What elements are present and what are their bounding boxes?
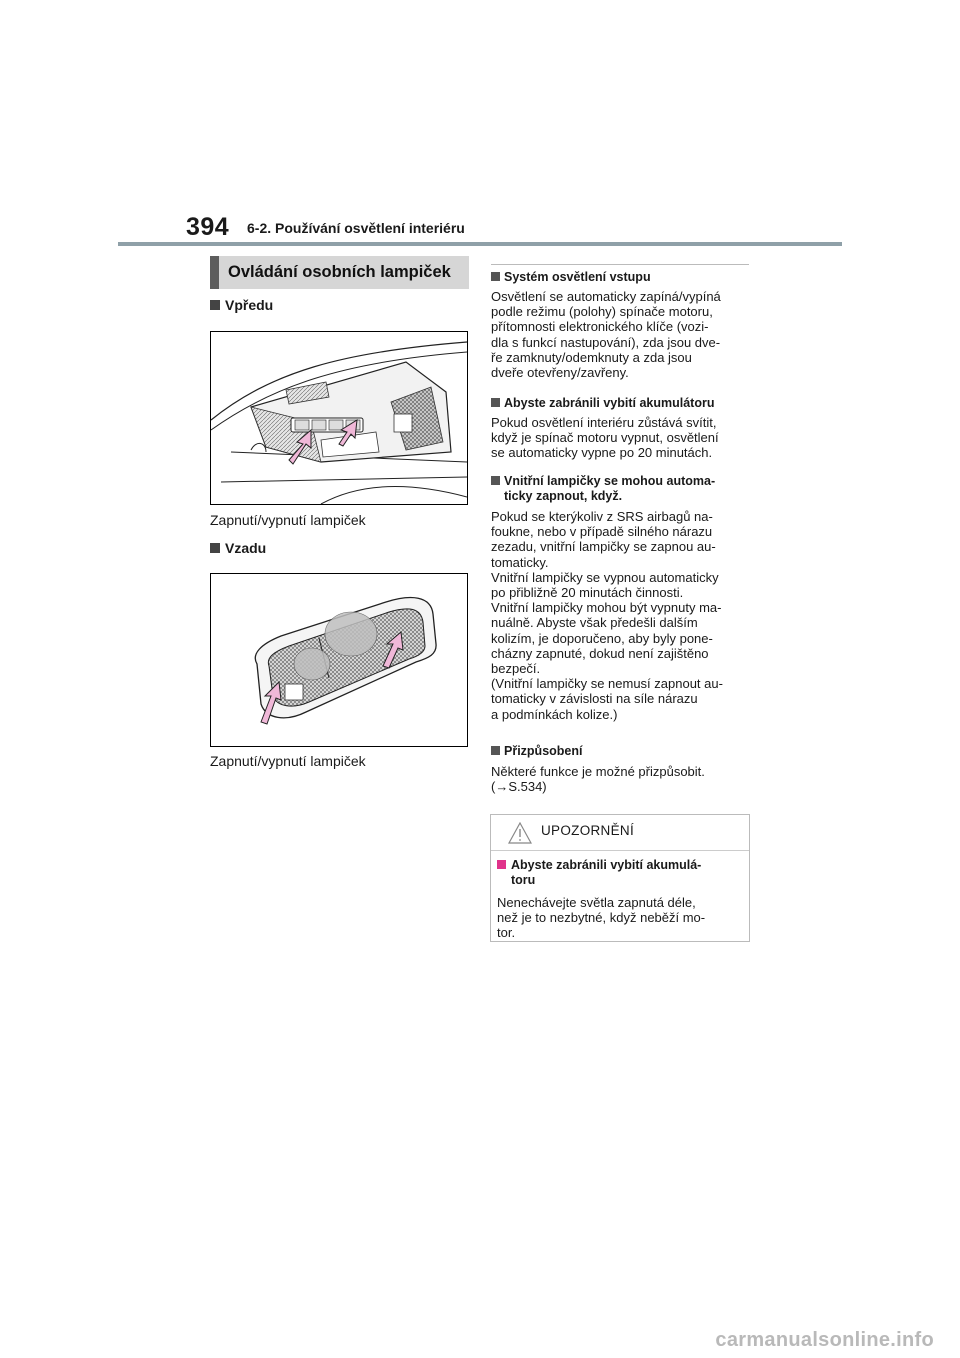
front-lamp-figure	[210, 331, 468, 505]
rear-lamp-figure	[210, 573, 468, 747]
square-bullet-icon	[491, 272, 500, 281]
warning-header	[491, 815, 749, 851]
square-bullet-icon	[210, 543, 220, 553]
warning-heading: Abyste zabránili vybití akumulá- toru	[497, 858, 701, 888]
right-column-rule	[491, 264, 749, 265]
warning-title: UPOZORNĚNÍ	[541, 823, 635, 838]
battery-heading: Abyste zabránili vybití akumulátoru	[491, 396, 714, 411]
section-title: Ovládání osobních lampiček	[228, 263, 451, 281]
rear-heading	[210, 540, 266, 556]
auto-heading: Vnitřní lampičky se mohou automa- ticky zapnout, když.	[491, 474, 715, 504]
rear-heading-text: Vzadu	[225, 540, 267, 556]
watermark: carmanualsonline.info	[715, 1329, 934, 1351]
battery-body: Pokud osvětlení interiéru zůstává svítit, když je spínač motoru vypnut, osvětlení se automaticky vypne po 20 minutách.	[491, 415, 719, 461]
square-bullet-icon	[497, 860, 506, 869]
square-bullet-icon	[210, 300, 220, 310]
front-caption: Zapnutí/vypnutí lampiček	[210, 512, 366, 528]
square-bullet-icon	[491, 476, 500, 485]
warning-body: Nenechávejte světla zapnutá déle, než je to nezbytné, když neběží mo- tor.	[497, 895, 706, 941]
custom-body: Některé funkce je možné přizpůsobit. (→S.534)	[491, 764, 705, 795]
square-bullet-icon	[491, 746, 500, 755]
auto-body: Pokud se kterýkoliv z SRS airbagů na- foukne, nebo v případě silného nárazu zezadu, vnitřní lampičky se zapnou au- tomaticky. Vnitřní lampičky se vypnou automaticky po přibližně 20 minutách činnosti. Vnitřní lampičky mohou být vypnuty ma- nuálně. Abyste však předešli dalším kolizím, je doporučeno, aby byly pone- cházny zapnuté, dokud není zajištěno bezpečí. (Vnitřní lampičky se nemusí zapnout au- tomaticky v závislosti na síle nárazu a podmínkách kolize.)	[491, 509, 723, 722]
header-rule	[118, 242, 842, 246]
entry-heading: Systém osvětlení vstupu	[491, 270, 651, 285]
custom-heading: Přizpůsobení	[491, 744, 582, 759]
warning-box	[490, 814, 750, 942]
front-heading	[210, 297, 273, 313]
rear-caption: Zapnutí/vypnutí lampiček	[210, 753, 366, 769]
page-number: 394	[186, 213, 230, 241]
entry-body: Osvětlení se automaticky zapíná/vypíná podle režimu (polohy) spínače motoru, přítomnosti elektronického klíče (vozi- dla s funkcí nastupování), zda jsou dve- ře zamknuty/odemknuty a zda jsou dveře otevřeny/zavřeny.	[491, 289, 721, 381]
section-heading	[210, 256, 469, 289]
rear-lamp-illustration	[211, 574, 467, 746]
front-lamp-illustration	[211, 332, 467, 504]
front-heading-text: Vpředu	[225, 297, 274, 313]
warning-triangle-icon	[508, 822, 532, 844]
square-bullet-icon	[491, 398, 500, 407]
chapter-title: 6-2. Používání osvětlení interiéru	[247, 220, 465, 236]
